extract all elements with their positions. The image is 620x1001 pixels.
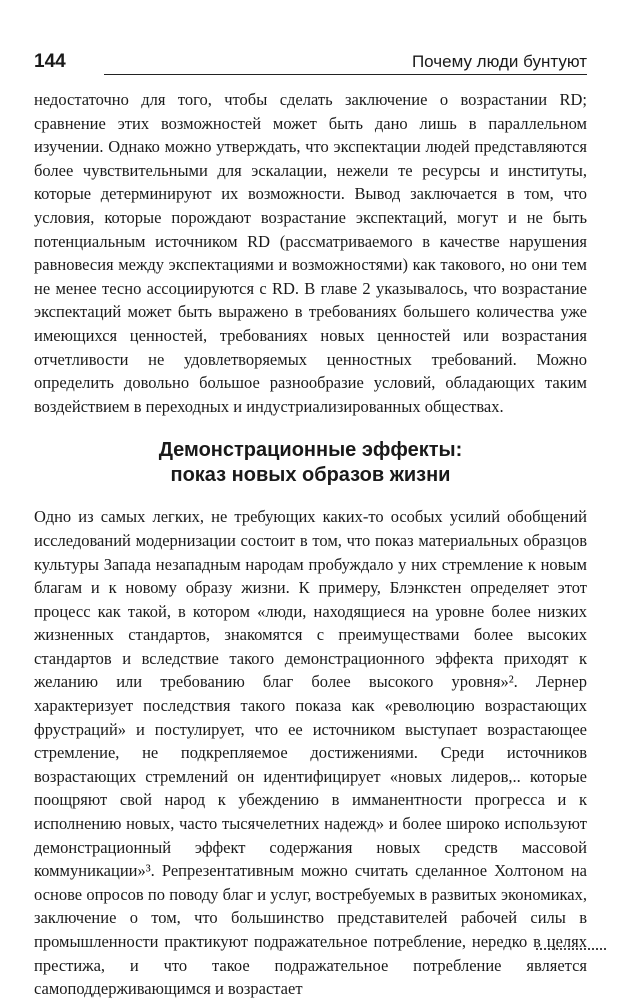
page-content bbox=[34, 88, 587, 1001]
header-rule bbox=[104, 74, 587, 75]
section-heading-line-1: Демонстрационные эффекты: bbox=[158, 439, 463, 462]
scan-edge-mark bbox=[536, 948, 606, 954]
page-number: 144 bbox=[34, 51, 66, 72]
running-head bbox=[34, 50, 587, 76]
running-title: Почему люди бунтуют bbox=[411, 52, 587, 71]
section-heading bbox=[34, 438, 587, 488]
section-heading-line-2: показ новых образов жизни bbox=[170, 464, 451, 487]
paragraph-demonstration-effects: Одно из самых легких, не требующих каких-то особых усилий обобщений исследований модернизации состоит в том, что показ материальных образцов культуры Запада незападным народам пробуждало у них стремление к новым благам и к новому образу жизни. К примеру, Блэнкстен определяет этот процесс как такой, в котором «люди, находящиеся на уровне более низких жизненных стандартов, знакомятся с преимуществами более высоких стандартов и вследствие такого демонстрационного эффекта приходят к желанию или требованию благ более высокого уровня»². Лернер характеризует последствия такого показа как «революцию возрастающих фрустраций» и постулирует, что ее источником выступает возрастающее стремление, не подкрепляемое достижениями. Среди источников возрастающих стремлений он идентифицирует «новых лидеров,.. которые поощряют свой народ к убеждению в имманентности прогресса и к исполнению новых, часто тысячелетних надежд» и более широко используют демонстрационный эффект содержания новых средств массовой коммуникации»³. Репрезентативным можно считать сделанное Холтоном на основе опросов по поводу благ и услуг, востребуемых в развитых экономиках, заключение о том, что большинство представителей рабочей силы в промышленности практикуют подражательное потребление, нередко в целях престижа, и что такое подражательное потребление является самоподдерживающимся и возрастает bbox=[34, 507, 587, 999]
paragraph-continued: недостаточно для того, чтобы сделать заключение о возрастании RD; сравнение этих возможностей может быть дано лишь в параллельном изучении. Однако можно утверждать, что экспектации людей представляются более чувствительными для эскалации, нежели те ресурсы и институты, которые детерминируют их возможности. Вывод заключается в том, что условия, которые порождают возрастание экспектаций, могут и не быть потенциальным источником RD (рассматриваемого в качестве нарушения равновесия между экспектациями и возможностями) как такового, но они тем не менее тесно ассоциируются с RD. В главе 2 указывалось, что возрастание экспектаций может быть выражено в требованиях большего количества уже имеющихся ценностей, требованиях новых ценностей или возрастания отчетливости не удовлетворяемых ценностных требований. Можно определить довольно большое разнообразие условий, обладающих таким воздействием в переходных и индустриализированных обществах. bbox=[34, 90, 587, 416]
